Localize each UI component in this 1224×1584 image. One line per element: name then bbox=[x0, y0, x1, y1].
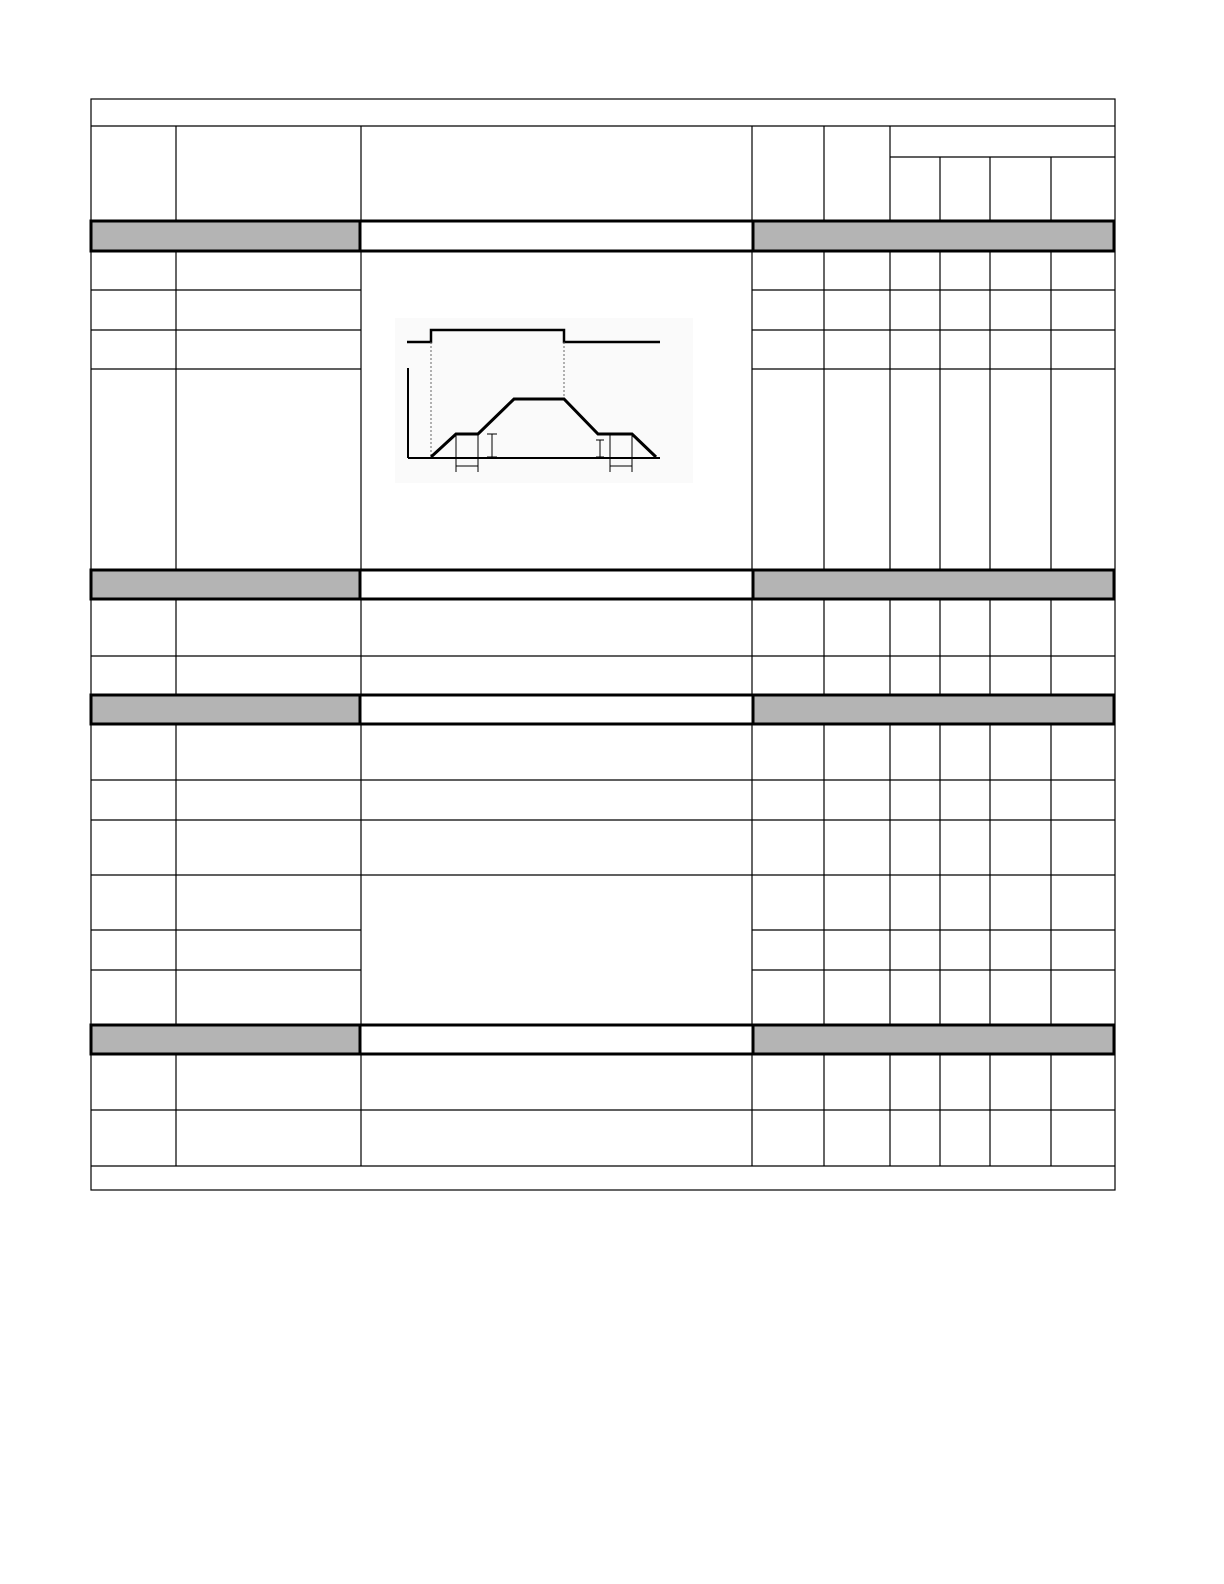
section-2-grid bbox=[91, 599, 1115, 695]
section-bar-1 bbox=[91, 221, 1114, 251]
section-bar-4 bbox=[91, 1025, 1114, 1054]
column-header-row bbox=[176, 126, 1115, 221]
section-bar-2 bbox=[91, 570, 1114, 599]
section-3-grid bbox=[91, 724, 1115, 1025]
timing-diagram bbox=[395, 318, 693, 483]
section-bar-3 bbox=[91, 695, 1114, 724]
section-4-grid bbox=[91, 1054, 1115, 1166]
